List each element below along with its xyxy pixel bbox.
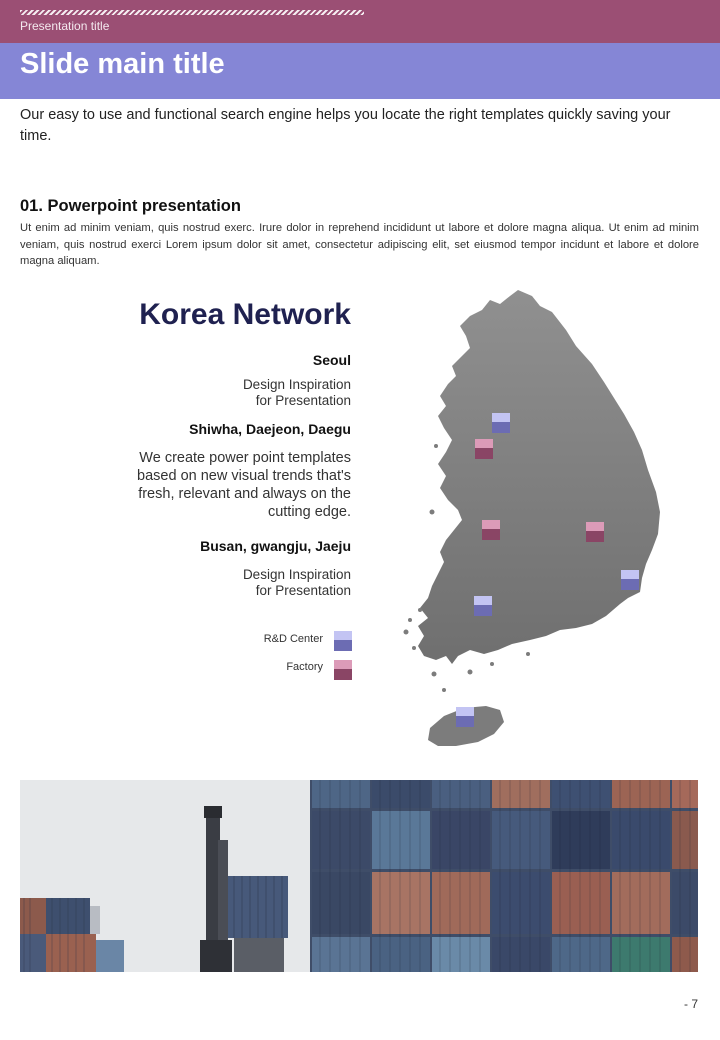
legend-label-rd-center: R&D Center (263, 633, 323, 645)
location-name-shiwha: Shiwha, Daejeon, Daegu (189, 421, 351, 437)
location-name-seoul: Seoul (312, 352, 351, 368)
map-marker-factory-daejeon[interactable] (482, 520, 500, 540)
shipping-containers-photo (20, 780, 698, 972)
page-number: - 7 (683, 997, 698, 1011)
slide-main-title: Slide main title (20, 48, 225, 80)
presentation-header-bar (0, 0, 720, 43)
location-desc-seoul: Design Inspiration for Presentation (242, 377, 351, 408)
network-title: Korea Network (139, 298, 351, 331)
section-body: Ut enim ad minim veniam, quis nostrud exerc. Irure dolor in reprehend incididunt ut labore et dolore magna aliqua. Ut enim ad minim veniam, quis nostrud exerci Lorem ipsum dolor sit amet, consectetur adipiscing elit, set eiusmod tempor incidunt et labore et dolore magna aliquam. (20, 222, 699, 267)
slide-title-bar (0, 43, 720, 99)
map-marker-factory-daegu[interactable] (586, 522, 604, 542)
legend-factory-icon (334, 660, 352, 680)
section-heading: 01. Powerpoint presentation (20, 197, 241, 215)
map-marker-rd-gwangju[interactable] (474, 596, 492, 616)
location-desc-shiwha: We create power point templates based on new visual trends that's fresh, relevant and always on the cutting edge. (137, 450, 351, 520)
legend-rd-center-icon (334, 631, 352, 651)
map-marker-rd-seoul[interactable] (492, 413, 510, 433)
map-marker-rd-jeju[interactable] (456, 707, 474, 727)
map-marker-rd-busan[interactable] (621, 570, 639, 590)
location-desc-busan: Design Inspiration for Presentation (242, 567, 351, 598)
decorative-hatch-line (20, 10, 364, 15)
location-name-busan: Busan, gwangju, Jaeju (200, 538, 351, 554)
intro-text: Our easy to use and functional search engine helps you locate the right templates quickly saving your time. (20, 107, 671, 144)
korea-mainland-shape (418, 290, 660, 664)
korea-map (395, 285, 670, 755)
map-marker-factory-shiwha[interactable] (475, 439, 493, 459)
legend-label-factory: Factory (286, 661, 323, 673)
presentation-title: Presentation title (20, 19, 110, 33)
